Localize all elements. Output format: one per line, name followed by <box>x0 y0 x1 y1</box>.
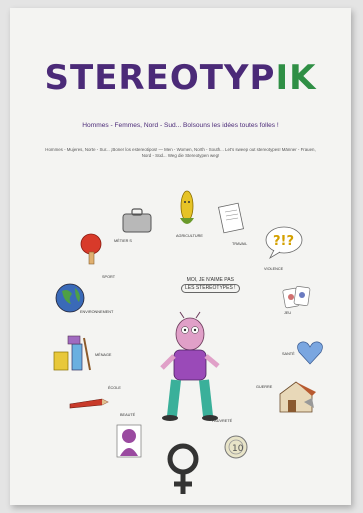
svg-text:10: 10 <box>232 444 244 454</box>
corn-icon <box>176 188 198 230</box>
label-pauvrete: PAUVRETÉ <box>212 419 233 423</box>
speech-bubble-icon <box>264 224 304 260</box>
coin-icon <box>223 434 249 460</box>
label-violence: VIOLENCE <box>264 267 284 271</box>
label-sante: SANTÉ <box>282 352 295 356</box>
cards-icon <box>282 285 312 311</box>
label-jeu: JEU <box>284 311 292 315</box>
bubble-line-1: MOI, JE N'AIME PAS <box>186 277 234 283</box>
ping-pong-paddle-icon <box>78 232 108 268</box>
ruined-house-icon <box>276 378 322 414</box>
woman-silhouette-card-icon <box>116 424 142 458</box>
document-icon <box>218 203 244 233</box>
label-guerre: GUERRE <box>256 385 273 389</box>
title-end: IK <box>275 58 317 98</box>
cover-title <box>10 58 351 98</box>
speech-bubble <box>181 277 240 293</box>
book-cover <box>10 8 351 505</box>
label-menage: MÉNAGE <box>95 353 112 357</box>
label-ecole: ÉCOLE <box>108 386 121 390</box>
bubble-line-2: LES STÉRÉOTYPES ! <box>181 284 240 293</box>
pencil-icon <box>68 396 112 410</box>
cover-translations: Hommes - Mujeres, Norte - Sur... ¡Boner los estereotipos! — Men - Women, North - South... Let's sweep out stereotypes! Männer - Frauen, Nord - Süd... Weg die Stereotypen weg! <box>45 147 316 158</box>
character-illustration <box>150 312 233 423</box>
label-travail: TRAVAIL <box>232 242 248 246</box>
label-agriculture: AGRICULTURE <box>176 234 203 238</box>
briefcase-icon <box>120 206 154 234</box>
cleaning-items-icon <box>50 334 96 374</box>
label-sport: SPORT <box>102 275 116 279</box>
title-main: STEREOTYP <box>44 58 276 98</box>
heart-icon <box>296 340 324 366</box>
cover-subtitle: Hommes - Femmes, Nord - Sud... Bolsouns les idées toutes folles ! <box>82 122 279 129</box>
label-beaute: BEAUTÉ <box>120 413 136 417</box>
svg-text:?!?: ?!? <box>273 234 295 249</box>
label-environnement: ENVIRONNEMENT <box>80 310 114 314</box>
label-metier: MÉTIER S <box>114 239 132 243</box>
female-symbol-icon <box>166 442 200 496</box>
